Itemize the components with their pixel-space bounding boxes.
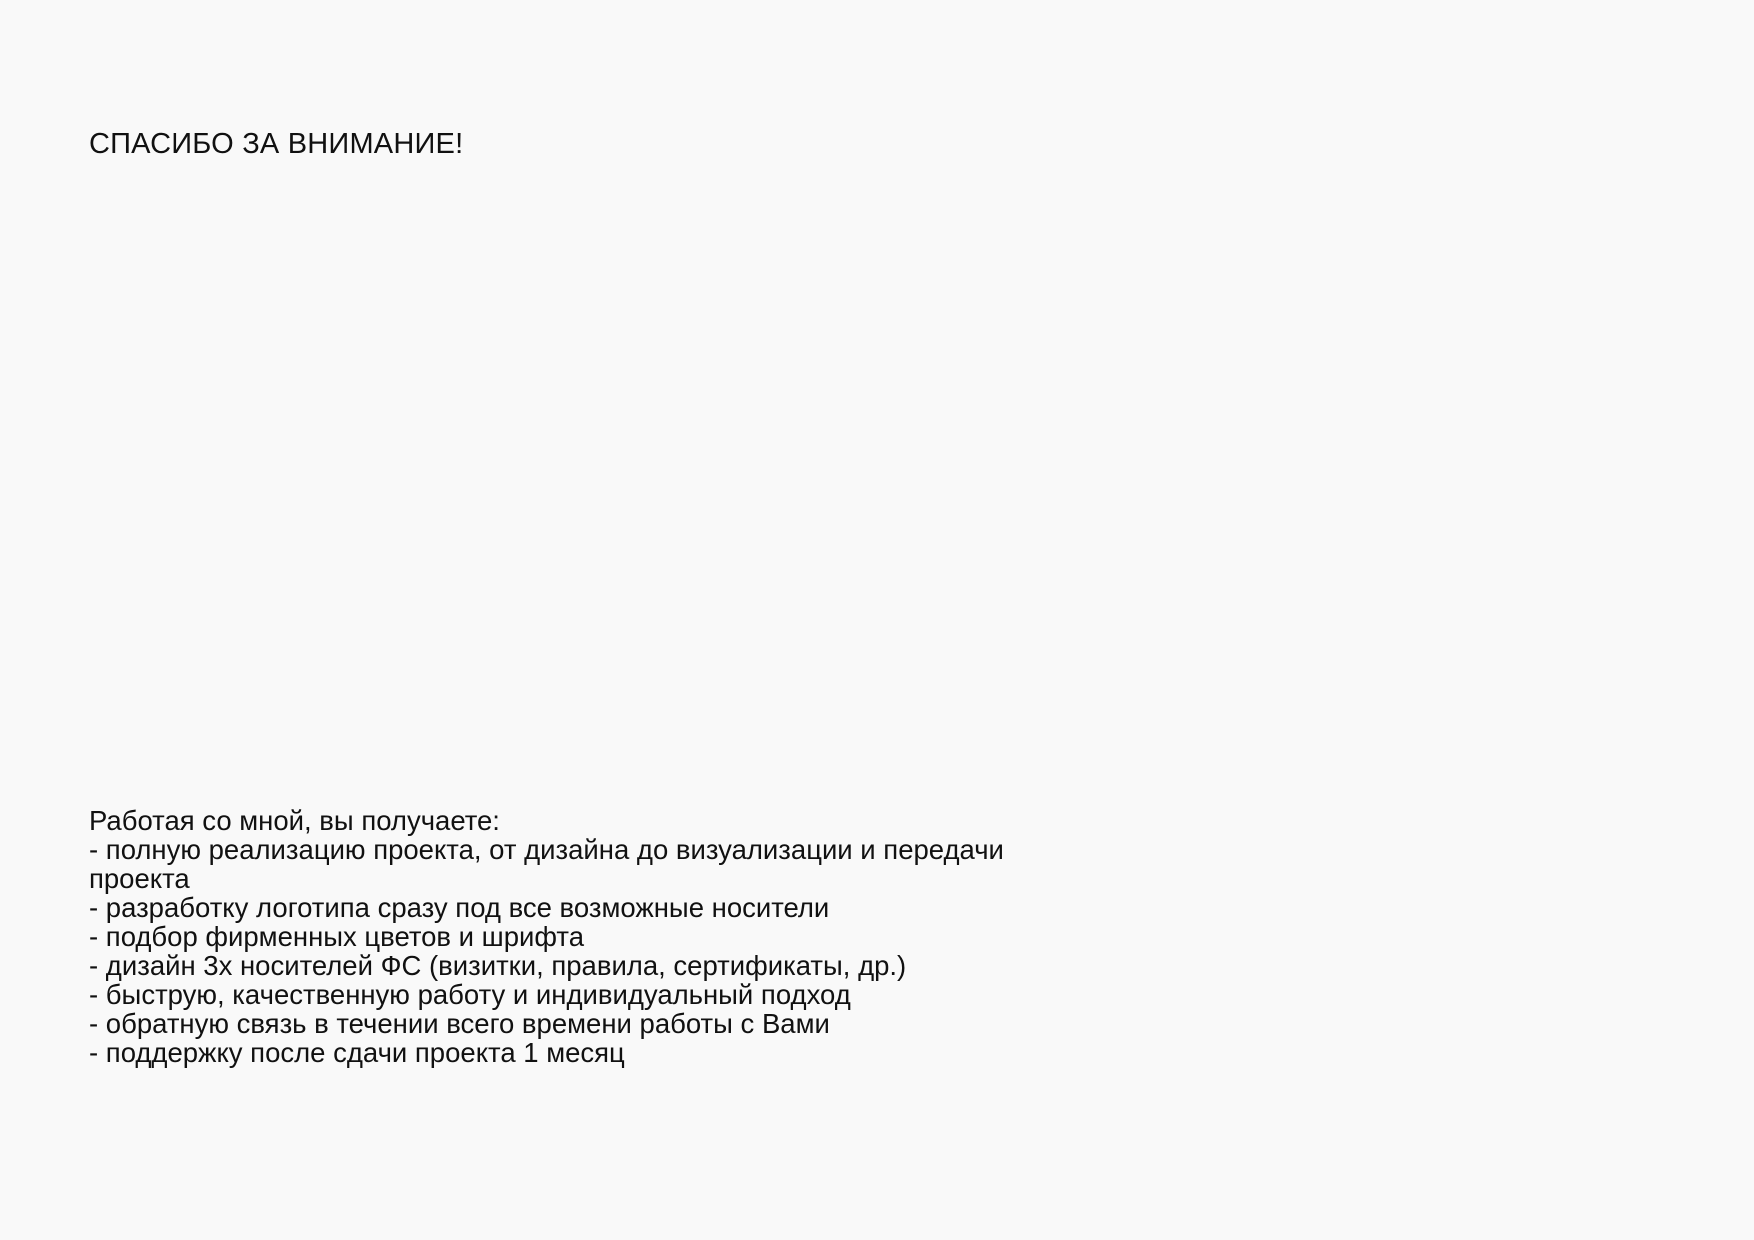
- service-line: - быструю, качественную работу и индивидуальный подход: [89, 979, 851, 1010]
- service-line: - разработку логотипа сразу под все возможные носители: [89, 892, 830, 923]
- service-line: - обратную связь в течении всего времени работы с Вами: [89, 1008, 830, 1039]
- services-description: [89, 806, 1209, 1067]
- service-line: - поддержку после сдачи проекта 1 месяц: [89, 1037, 625, 1068]
- service-line: - полную реализацию проекта, от дизайна до визуализации и передачи: [89, 834, 1004, 865]
- services-intro: Работая со мной, вы получаете:: [89, 805, 500, 836]
- service-line: проекта: [89, 863, 190, 894]
- service-line: - дизайн 3х носителей ФС (визитки, правила, сертификаты, др.): [89, 950, 907, 981]
- thank-you-heading: СПАСИБО ЗА ВНИМАНИЕ!: [89, 128, 464, 160]
- service-line: - подбор фирменных цветов и шрифта: [89, 921, 584, 952]
